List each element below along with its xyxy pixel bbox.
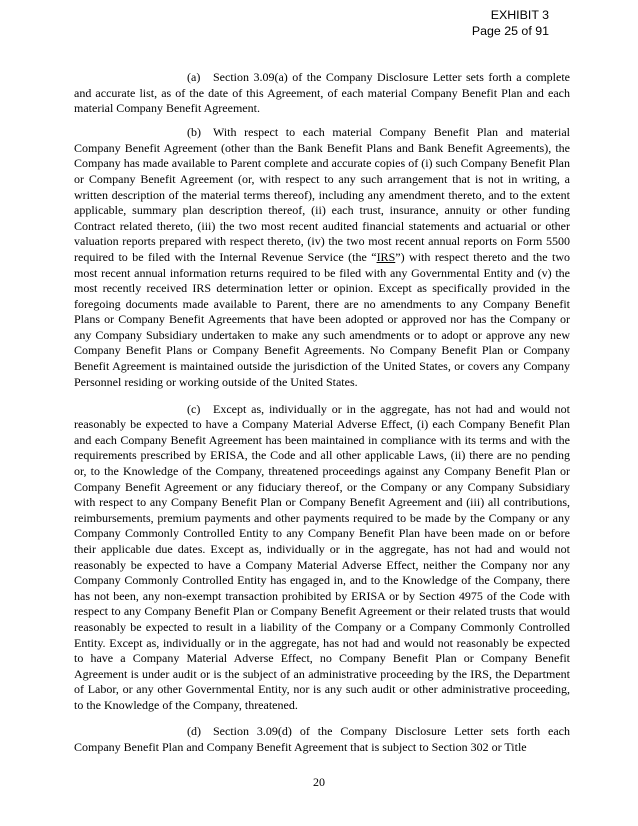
- paragraph-text-continued: ”) with respect thereto and the two most recent annual information returns required to be filed with any Governmental Entity and (v) the most recently received IRS determination letter or opinion. Except as specifically provided in the foregoing documents made available to Parent, there are no amendments to any Company Benefit Plans or Company Benefit Agreements that have been adopted or approved nor has the Company or any Company Subsidiary undertaken to make any such amendments or to adopt or approve any new Company Benefit Plans or Company Benefit Agreements. No Company Benefit Plan or Company Benefit Agreement is maintained outside the jurisdiction of the United States, or covers any Company Personnel residing or working outside of the United States.: [74, 249, 570, 389]
- paragraph-a: [74, 70, 570, 117]
- paragraph-label: (c): [187, 401, 201, 416]
- paragraph-c: [74, 402, 570, 714]
- document-body: [74, 70, 570, 764]
- page-number: 20: [313, 775, 325, 789]
- paragraph-d: [74, 724, 570, 755]
- paragraph-label: (b): [187, 125, 201, 140]
- exhibit-header: [472, 8, 549, 39]
- page-of-label: Page 25 of 91: [471, 23, 549, 38]
- exhibit-label: EXHIBIT 3: [490, 8, 549, 22]
- paragraph-b: [74, 125, 570, 390]
- paragraph-text: Section 3.09(a) of the Company Disclosure Letter sets forth a complete and accurate list, as of the date of this Agreement, of each material Company Benefit Plan and each material Company Benefit Agreement.: [74, 70, 570, 116]
- paragraph-label: (a): [187, 70, 201, 84]
- paragraph-label: (d): [187, 723, 201, 738]
- paragraph-text: With respect to each material Company Benefit Plan and material Company Benefit Agreement (other than the Bank Benefit Plans and Bank Benefit Agreements), the Company has made available to Parent complete and accurate copies of (i) such Company Benefit Plan or Company Benefit Agreement (or, with respect to any such arrangement that is not in writing, a written description of the material terms thereof), including any amendment thereto, and to the extent applicable, summary plan description thereof, (ii) each trust, insurance, annuity or other funding Contract related thereto, (iii) the two most recent audited financial statements and actuarial or other valuation reports prepared with respect thereto, (iv) the two most recent annual reports on Form 5500 required to be filed with the Internal Revenue Service (the “: [74, 125, 570, 264]
- paragraph-text: Section 3.09(d) of the Company Disclosure Letter sets forth each Company Benefit Plan and Company Benefit Agreement that is subject to Section 302 or Title: [74, 723, 570, 754]
- defined-term: IRS: [376, 249, 396, 264]
- paragraph-text: Except as, individually or in the aggregate, has not had and would not reasonably be expected to have a Company Material Adverse Effect, (i) each Company Benefit Plan and each Company Benefit Agreement has been maintained in compliance with its terms and with the requirements prescribed by ERISA, the Code and all other applicable Laws, (ii) there are no pending or, to the Knowledge of the Company, threatened proceedings against any Company Benefit Plan or Company Benefit Agreement or any fiduciary thereof, or the Company or any Company Subsidiary with respect to any Company Benefit Plan or Company Benefit Agreement and (iii) all contributions, reimbursements, premium payments and other payments required to be made by the Company or any Company Commonly Controlled Entity to any Company Benefit Plan have been made on or before their applicable due dates. Except as, individually or in the aggregate, has not had and would not reasonably be expected to have a Company Material Adverse Effect, neither the Company nor any Company Commonly Controlled Entity has engaged in, and to the Knowledge of the Company, there has not been, any non-exempt transaction prohibited by ERISA or by Section 4975 of the Code with respect to any Company Benefit Plan or Company Benefit Agreement or their related trusts that would reasonably be expected to result in a liability of the Company or a Company Commonly Controlled Entity. Except as, individually or in the aggregate, has not had and would not reasonably be expected to have a Company Material Adverse Effect, no Company Benefit Plan or Company Benefit Agreement is under audit or is the subject of an administrative proceeding by the IRS, the Department of Labor, or any other Governmental Entity, nor is any such audit or other administrative proceeding, to the Knowledge of the Company, threatened.: [74, 401, 570, 712]
